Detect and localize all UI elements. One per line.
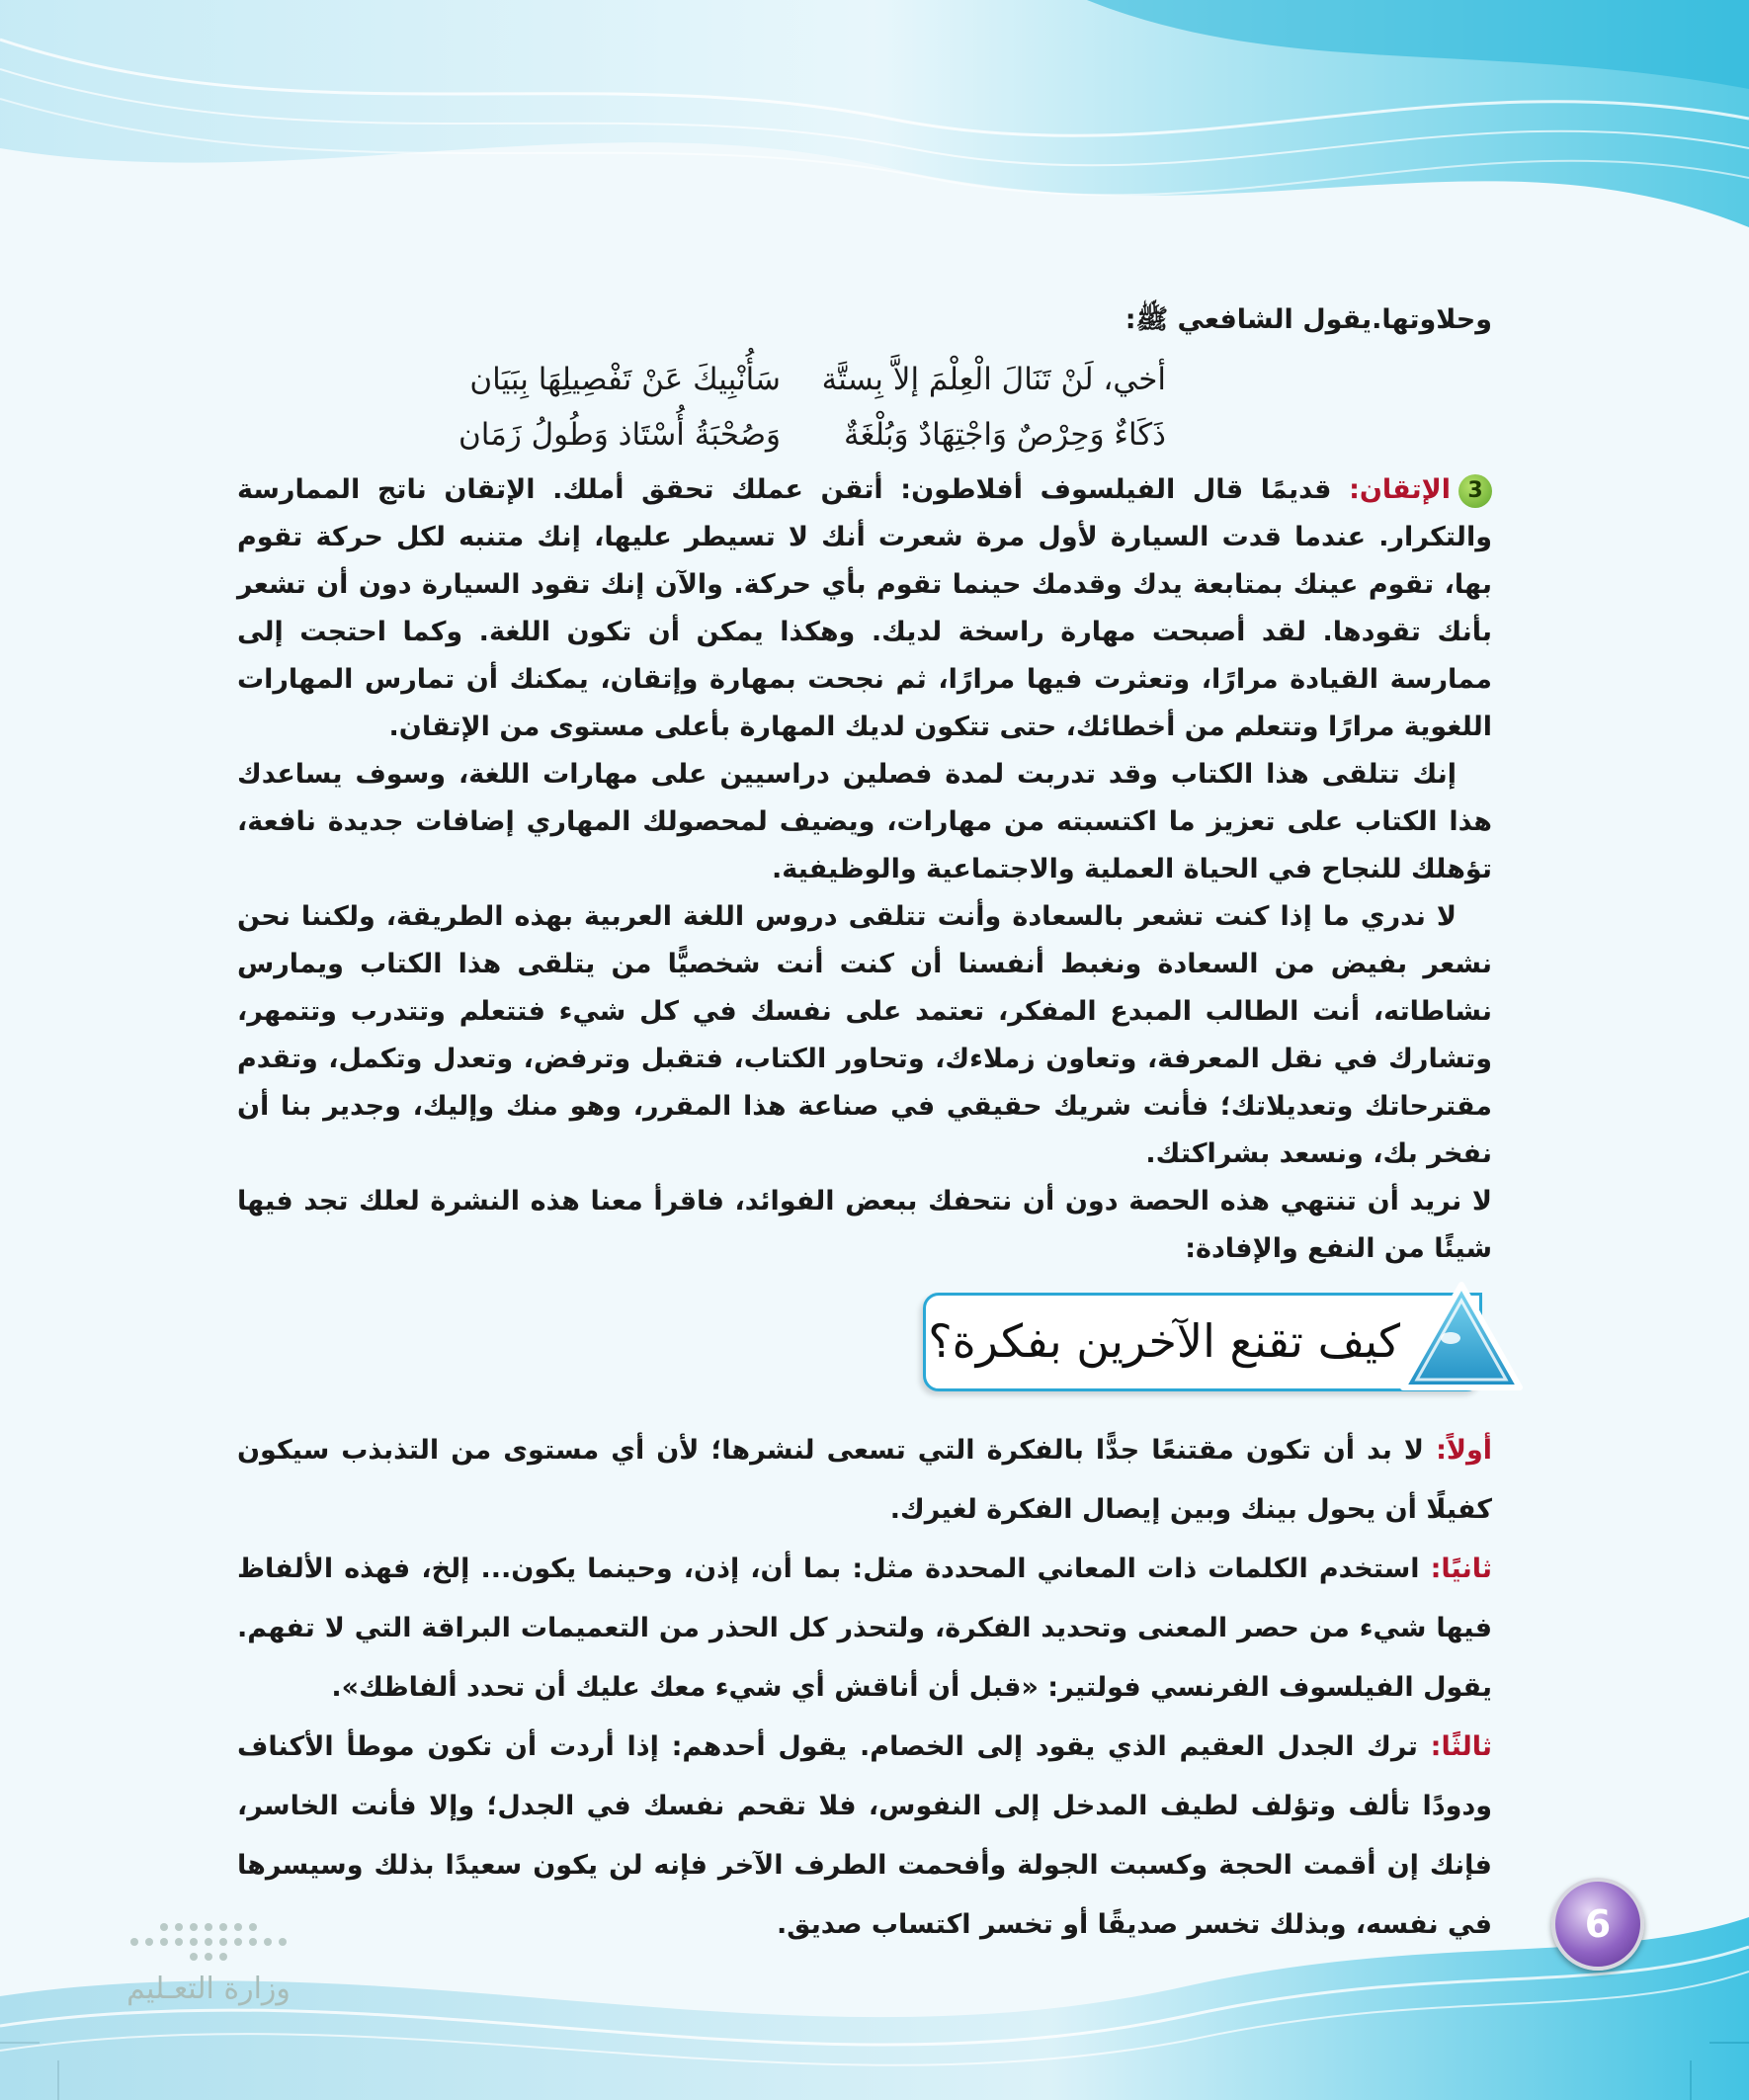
- point-label: أولاً:: [1436, 1435, 1493, 1466]
- point-text: استخدم الكلمات ذات المعاني المحددة مثل: بما أن، إذن، وحينما يكون... إلخ، فهذه الألفاظ فيها شيء من حصر المعنى وتحديد الفكرة، ولتحذر كل الحذر من التعميمات البراقة التي لا تفهم. يقول الفيلسوف الفرنسي فولتير: «قبل أن أناقش أي شيء معك عليك أن تحدد ألفاظك».: [237, 1554, 1492, 1703]
- paragraph: إنك تتلقى هذا الكتاب وقد تدربت لمدة فصلين دراسيين على مهارات اللغة، وسوف يساعدك هذا الكتاب على تعزيز ما اكتسبته من مهارات، ويضيف لمحصولك المهاري إضافات جديدة نافعة، تؤهلك للنجاح في الحياة العملية والاجتماعية والوظيفية.: [237, 759, 1492, 884]
- point-label: ثانيًا:: [1430, 1554, 1492, 1584]
- paragraph: لا نريد أن تنتهي هذه الحصة دون أن نتحفك ببعض الفوائد، فاقرأ معنا هذه النشرة لعلك تجد فيها شيئًا من النفع والإفادة:: [237, 1186, 1492, 1264]
- poem-hemistich: سَأُنْبِيكَ عَنْ تَفْصِيلِهَا بِبَيَان: [469, 362, 781, 397]
- points-list: [237, 1421, 1492, 1955]
- poem-hemistich: أخي، لَنْ تَنَالَ الْعِلْمَ إلاَّ بِستَّة: [821, 362, 1166, 397]
- poem-hemistich: ذَكَاءٌ وَحِرْصٌ وَاجْتِهَادٌ وَبُلْغَةٌ: [844, 417, 1166, 453]
- top-wave-decoration: [0, 0, 1749, 316]
- section-number-badge: 3: [1458, 474, 1492, 508]
- ministry-logo-icon: [95, 1902, 322, 1972]
- triangle-icon: [1397, 1279, 1526, 1395]
- main-content: [237, 296, 1492, 1955]
- poem-verse: [237, 407, 1492, 462]
- poem-hemistich: وَصُحْبَةُ أُسْتَاذ وَطُولُ زَمَان: [458, 417, 781, 453]
- poem: [237, 352, 1492, 462]
- ministry-logo: [95, 1902, 322, 2031]
- itqan-label: الإتقان:: [1349, 474, 1451, 505]
- itqan-paragraph: [237, 466, 1492, 751]
- intro-line: وحلاوتها.يقول الشافعي ﷺ:: [1124, 304, 1492, 335]
- list-item: [237, 1540, 1492, 1718]
- paragraph: لا ندري ما إذا كنت تشعر بالسعادة وأنت تتلقى دروس اللغة العربية بهذه الطريقة، ولكننا نحن نشعر بفيض من السعادة ونغبط أنفسنا أن كنت أنت شخصيًّا من يتلقى هذا الكتاب ويمارس نشاطاته، أنت الطالب المبدع المفكر، تعتمد على نفسك في كل شيء فتتعلم وتتدرب وتتمهر، وتشارك في نقل المعرفة، وتعاون زملاءك، وتحاور الكتاب، فتقبل وترفض، وتعدل وتكمل، وتقدم مقترحاتك وتعديلاتك؛ فأنت شريك حقيقي في صناعة هذا المقرر، وهو منك وإليك، وجدير بنا أن نفخر بك، ونسعد بشراكتك.: [237, 901, 1492, 1169]
- list-item: [237, 1421, 1492, 1540]
- point-text: لا بد أن تكون مقتنعًا جدًّا بالفكرة التي تسعى لنشرها؛ لأن أي مستوى من التذبذب سيكون كفيلًا أن يحول بينك وبين إيصال الفكرة لغيرك.: [237, 1435, 1492, 1525]
- ministry-name: وزارة التعـليم: [126, 1972, 291, 2006]
- itqan-text: قديمًا قال الفيلسوف أفلاطون: أتقن عملك تحقق أملك. الإتقان ناتج الممارسة والتكرار. عندما قدت السيارة لأول مرة شعرت أنك لا تسيطر عليها، إنك متنبه لكل حركة تقوم بها، تقوم عينك بمتابعة يدك وقدمك حينما تقوم بأي حركة. والآن إنك تقود السيارة دون أن تشعر بأنك تقودها. لقد أصبحت مهارة راسخة لديك. وهكذا يمكن أن تكون اللغة. وكما احتجت إلى ممارسة القيادة مرارًا، وتعثرت فيها مرارًا، ثم نجحت بمهارة وإتقان، يمكنك أن تمارس المهارات اللغوية مرارًا وتتعلم من أخطائك، حتى تتكون لديك المهارة بأعلى مستوى من الإتقان.: [237, 474, 1492, 742]
- heading-title: كيف تقنع الآخرين بفكرة؟: [928, 1314, 1400, 1368]
- list-item: [237, 1718, 1492, 1955]
- poem-verse: [237, 352, 1492, 407]
- point-label: ثالثًا:: [1430, 1731, 1493, 1762]
- page-number: 6: [1551, 1878, 1644, 1971]
- point-text: ترك الجدل العقيم الذي يقود إلى الخصام. يقول أحدهم: إذا أردت أن تكون موطأ الأكناف ودودًا تألف وتؤلف لطيف المدخل إلى النفوس، فلا تقحم نفسك في الجدل؛ وإلا فأنت الخاسر، فإنك إن أقمت الحجة وكسبت الجولة وأفحمت الطرف الآخر فإنه لن يكون سعيدًا بذلك وسيسرها في نفسه، وبذلك تخسر صديقًا أو تخسر اكتساب صديق.: [237, 1731, 1492, 1940]
- section-heading: [237, 1293, 1492, 1399]
